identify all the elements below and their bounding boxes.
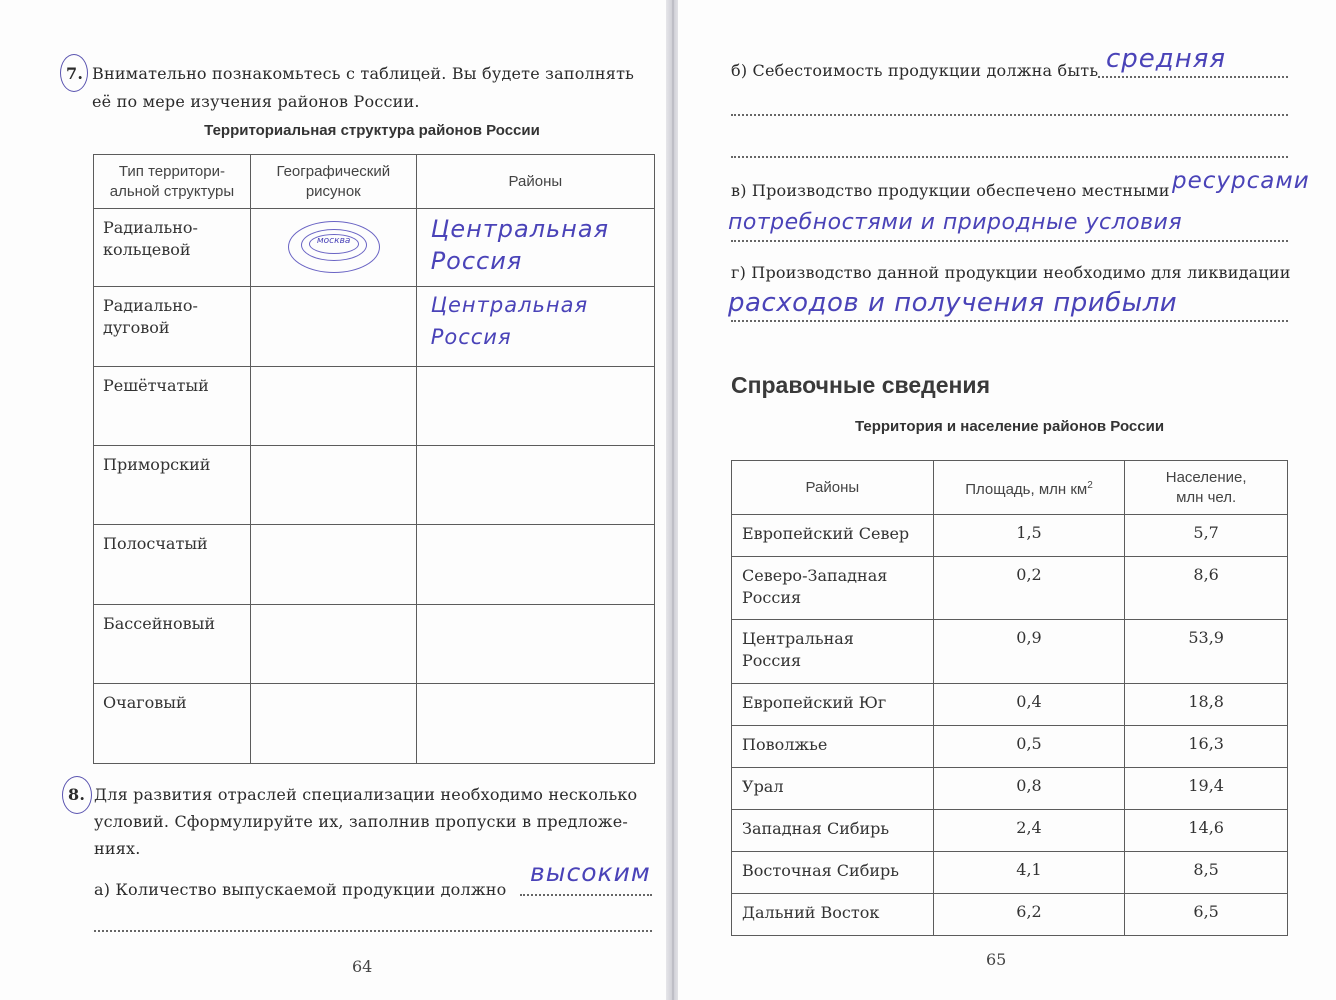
task8-number: 8. bbox=[68, 785, 86, 804]
regions-answer: Центральная Россия bbox=[430, 293, 589, 349]
table-row bbox=[732, 515, 1288, 557]
structure-type-cell: Радиально- дуговой bbox=[94, 287, 251, 367]
regions-cell[interactable] bbox=[416, 287, 654, 367]
region-population: 18,8 bbox=[1125, 684, 1288, 726]
region-name: Урал bbox=[732, 768, 934, 810]
header-region: Районы bbox=[732, 461, 934, 515]
region-population: 5,7 bbox=[1125, 515, 1288, 557]
answer-line-b-2[interactable] bbox=[731, 100, 1288, 116]
table-row bbox=[732, 852, 1288, 894]
task8-a-prompt: а) Количество выпускаемой продукции должно bbox=[94, 880, 507, 899]
b-prompt: б) Себестоимость продукции должна быть bbox=[731, 61, 1099, 80]
region-name: Дальний Восток bbox=[732, 894, 934, 936]
task7 bbox=[66, 60, 646, 87]
answer-line-a-2[interactable] bbox=[94, 914, 652, 932]
task8-a-answer: высоким bbox=[530, 858, 651, 887]
regions-cell[interactable] bbox=[416, 605, 654, 684]
reference-caption: Территория и население районов России bbox=[854, 418, 1165, 435]
table-row bbox=[732, 726, 1288, 768]
structure-table bbox=[93, 154, 655, 764]
drawing-cell[interactable] bbox=[250, 605, 416, 684]
structure-type-cell: Полосчатый bbox=[94, 525, 251, 605]
region-name: Европейский Юг bbox=[732, 684, 934, 726]
page-number-right: 65 bbox=[986, 950, 1007, 969]
drawing-cell[interactable] bbox=[250, 287, 416, 367]
structure-table-header bbox=[94, 155, 655, 209]
region-area: 0,5 bbox=[933, 726, 1125, 768]
structure-type-cell: Бассейновый bbox=[94, 605, 251, 684]
region-area: 0,2 bbox=[933, 557, 1125, 620]
reference-table bbox=[731, 460, 1288, 936]
structure-type-cell: Решётчатый bbox=[94, 367, 251, 446]
regions-answer: Центральная Россия bbox=[430, 215, 610, 275]
region-population: 19,4 bbox=[1125, 768, 1288, 810]
region-population: 16,3 bbox=[1125, 726, 1288, 768]
regions-cell[interactable] bbox=[416, 525, 654, 605]
drawing-cell[interactable] bbox=[250, 684, 416, 764]
region-area: 0,4 bbox=[933, 684, 1125, 726]
table-row bbox=[94, 684, 655, 764]
header-type: Тип территори- альной структуры bbox=[94, 155, 251, 209]
structure-type-cell: Приморский bbox=[94, 446, 251, 525]
region-area: 2,4 bbox=[933, 810, 1125, 852]
table-row bbox=[732, 768, 1288, 810]
regions-cell[interactable] bbox=[416, 367, 654, 446]
region-name: Северо-Западная Россия bbox=[732, 557, 934, 620]
reference-table-header bbox=[732, 461, 1288, 515]
right-page bbox=[678, 0, 1336, 1000]
table-row bbox=[94, 367, 655, 446]
drawing-cell[interactable] bbox=[250, 209, 416, 287]
task7-text-line1: Внимательно познакомьтесь с таблицей. Вы будете заполнять bbox=[92, 64, 635, 83]
g-answer: расходов и получения прибыли bbox=[728, 288, 1178, 318]
region-population: 14,6 bbox=[1125, 810, 1288, 852]
table-row bbox=[94, 209, 655, 287]
region-name: Поволжье bbox=[732, 726, 934, 768]
region-area: 1,5 bbox=[933, 515, 1125, 557]
task7-number: 7. bbox=[66, 64, 84, 83]
b-answer: средняя bbox=[1106, 44, 1227, 74]
region-population: 53,9 bbox=[1125, 620, 1288, 684]
region-area: 4,1 bbox=[933, 852, 1125, 894]
page-number-left: 64 bbox=[352, 957, 373, 976]
drawing-cell[interactable] bbox=[250, 446, 416, 525]
region-name: Западная Сибирь bbox=[732, 810, 934, 852]
table-row bbox=[94, 446, 655, 525]
g-prompt: г) Производство данной продукции необходимо для ликвидации bbox=[731, 263, 1291, 282]
table-row bbox=[732, 810, 1288, 852]
task8-text-line2: условий. Сформулируйте их, заполнив пропуски в предложе- bbox=[94, 812, 628, 831]
v-answer-2: потребностями и природные условия bbox=[728, 210, 1183, 235]
table-row bbox=[94, 525, 655, 605]
table-row bbox=[732, 557, 1288, 620]
structure-type-cell: Очаговый bbox=[94, 684, 251, 764]
table-row bbox=[94, 287, 655, 367]
header-regions: Районы bbox=[416, 155, 654, 209]
v-prompt: в) Производство продукции обеспечено местными bbox=[731, 181, 1170, 200]
region-population: 6,5 bbox=[1125, 894, 1288, 936]
task7-text-line2: её по мере изучения районов России. bbox=[92, 92, 420, 111]
drawing-cell[interactable] bbox=[250, 525, 416, 605]
regions-cell[interactable] bbox=[416, 209, 654, 287]
header-area: Площадь, млн $км^2$ bbox=[933, 461, 1125, 515]
header-drawing: Географический рисунок bbox=[250, 155, 416, 209]
drawing-cell[interactable] bbox=[250, 367, 416, 446]
region-population: 8,5 bbox=[1125, 852, 1288, 894]
header-population: Население, млн чел. bbox=[1125, 461, 1288, 515]
region-area: 6,2 bbox=[933, 894, 1125, 936]
table-row bbox=[732, 894, 1288, 936]
region-name: Центральная Россия bbox=[732, 620, 934, 684]
region-area: 0,8 bbox=[933, 768, 1125, 810]
v-answer-1: ресурсами bbox=[1172, 168, 1310, 194]
region-population: 8,6 bbox=[1125, 557, 1288, 620]
table-row bbox=[94, 605, 655, 684]
reference-heading: Справочные сведения bbox=[731, 372, 990, 398]
answer-line-b-3[interactable] bbox=[731, 142, 1288, 158]
region-name: Восточная Сибирь bbox=[732, 852, 934, 894]
task8-text-line3: ниях. bbox=[94, 839, 141, 858]
regions-cell[interactable] bbox=[416, 684, 654, 764]
table-row bbox=[732, 684, 1288, 726]
regions-cell[interactable] bbox=[416, 446, 654, 525]
table-row bbox=[732, 620, 1288, 684]
region-name: Европейский Север bbox=[732, 515, 934, 557]
task8-text-line1: Для развития отраслей специализации необходимо несколько bbox=[94, 785, 638, 804]
moscow-label: москва bbox=[316, 236, 351, 246]
region-area: 0,9 bbox=[933, 620, 1125, 684]
structure-table-caption: Территориальная структура районов России bbox=[204, 122, 540, 139]
structure-type-cell: Радиально- кольцевой bbox=[94, 209, 251, 287]
